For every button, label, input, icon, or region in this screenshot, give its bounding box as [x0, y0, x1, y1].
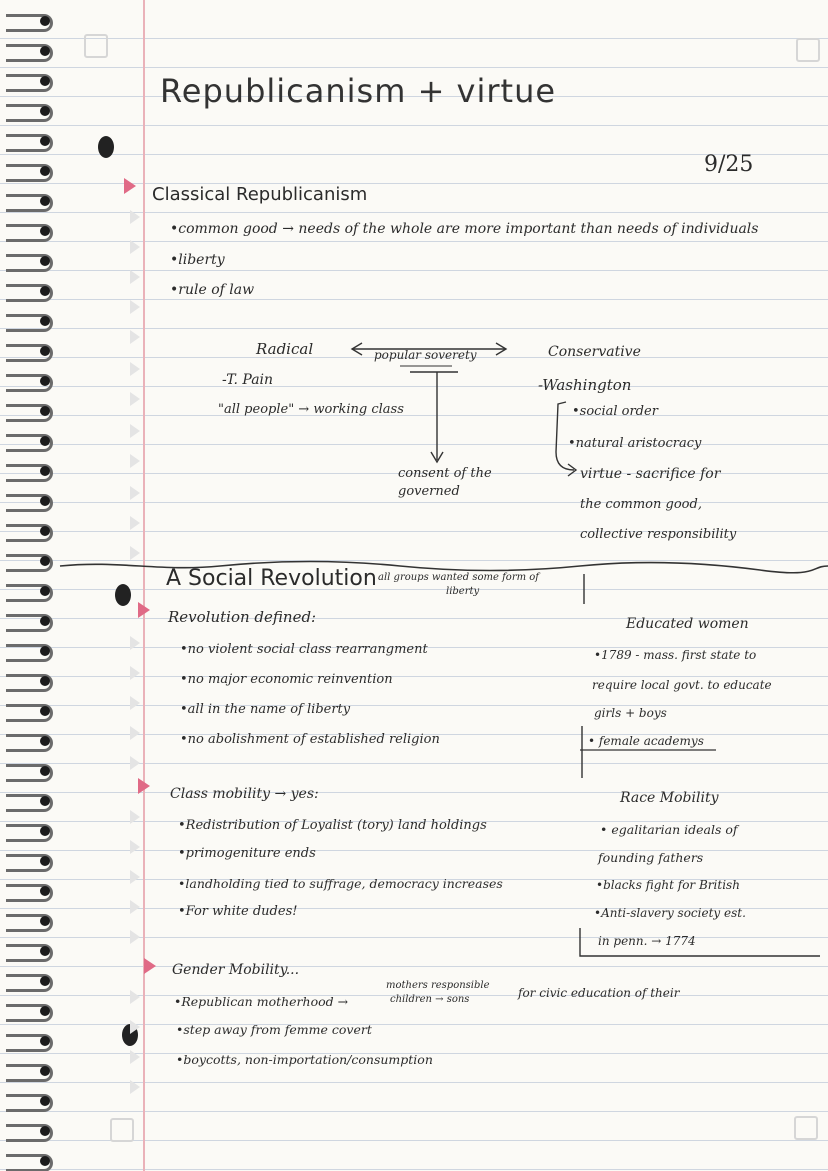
defined-item: •no abolishment of established religion: [180, 732, 440, 747]
spiral-hole: [40, 556, 50, 566]
corner-marker-icon: [796, 38, 820, 62]
spiral-hole: [40, 316, 50, 326]
toggle-triangle-icon: [130, 300, 140, 314]
spiral-hole: [40, 46, 50, 56]
punch-hole: [115, 584, 131, 606]
date: 9/25: [704, 152, 754, 177]
race-heading: Race Mobility: [620, 790, 719, 806]
spiral-hole: [40, 1096, 50, 1106]
margin-line: [143, 0, 145, 1171]
spiral-hole: [40, 76, 50, 86]
toggle-triangle-icon: [130, 666, 140, 680]
corner-marker-icon: [794, 1116, 818, 1140]
page-title: Republicanism + virtue: [160, 72, 557, 110]
toggle-triangle-icon: [130, 516, 140, 530]
popular-sovereignty-label: popular soverety: [374, 348, 477, 362]
spiral-hole: [40, 196, 50, 206]
educated-heading: Educated women: [626, 616, 749, 632]
spiral-hole: [40, 466, 50, 476]
spiral-hole: [40, 496, 50, 506]
toggle-triangle-icon: [130, 636, 140, 650]
consent-line: governed: [398, 484, 460, 499]
social-heading: A Social Revolution: [166, 566, 377, 591]
spiral-hole: [40, 346, 50, 356]
toggle-triangle-icon: [130, 240, 140, 254]
spiral-hole: [40, 256, 50, 266]
defined-item: •no violent social class rearrangment: [180, 642, 428, 657]
race-line: founding fathers: [598, 850, 704, 865]
gender-note: children → sons: [390, 994, 470, 1005]
gender-heading: Gender Mobility...: [172, 962, 300, 978]
spiral-hole: [40, 286, 50, 296]
section-triangle-icon: [124, 178, 136, 194]
spiral-hole: [40, 916, 50, 926]
toggle-triangle-icon: [130, 362, 140, 376]
spiral-binding: [0, 0, 70, 1171]
spiral-hole: [40, 586, 50, 596]
toggle-triangle-icon: [130, 546, 140, 560]
class-item: •Redistribution of Loyalist (tory) land holdings: [178, 818, 487, 833]
educated-line: require local govt. to educate: [592, 678, 772, 692]
spiral-hole: [40, 1066, 50, 1076]
toggle-triangle-icon: [130, 990, 140, 1004]
toggle-triangle-icon: [130, 270, 140, 284]
gender-note: mothers responsible: [386, 980, 490, 991]
radical-item: "all people" → working class: [218, 402, 404, 417]
toggle-triangle-icon: [130, 392, 140, 406]
spiral-hole: [40, 736, 50, 746]
educated-line: • female academys: [588, 734, 704, 748]
toggle-triangle-icon: [130, 1050, 140, 1064]
spiral-hole: [40, 1006, 50, 1016]
section-triangle-icon: [138, 602, 150, 618]
spiral-hole: [40, 106, 50, 116]
defined-item: •no major economic reinvention: [180, 672, 393, 687]
spiral-hole: [40, 376, 50, 386]
toggle-triangle-icon: [130, 1080, 140, 1094]
class-item: •landholding tied to suffrage, democracy increases: [178, 876, 503, 891]
social-note: all groups wanted some form of: [378, 572, 539, 583]
consent-line: consent of the: [398, 466, 492, 481]
spiral-hole: [40, 136, 50, 146]
radical-item: -T. Pain: [222, 372, 274, 388]
spiral-hole: [40, 166, 50, 176]
gender-item-cont: for civic education of their: [518, 986, 680, 1000]
spiral-hole: [40, 706, 50, 716]
spiral-hole: [40, 946, 50, 956]
spiral-hole: [40, 976, 50, 986]
conservative-item: •natural aristocracy: [568, 436, 702, 451]
spiral-hole: [40, 826, 50, 836]
toggle-triangle-icon: [130, 330, 140, 344]
class-heading: Class mobility → yes:: [170, 786, 319, 802]
toggle-triangle-icon: [130, 210, 140, 224]
spiral-hole: [40, 16, 50, 26]
spiral-hole: [40, 676, 50, 686]
spiral-hole: [40, 1156, 50, 1166]
spiral-hole: [40, 766, 50, 776]
spiral-hole: [40, 226, 50, 236]
toggle-triangle-icon: [130, 454, 140, 468]
corner-marker-icon: [110, 1118, 134, 1142]
classical-bullet: •common good → needs of the whole are more important than needs of individuals: [170, 221, 759, 237]
toggle-triangle-icon: [130, 810, 140, 824]
race-line: • egalitarian ideals of: [600, 822, 738, 837]
spiral-hole: [40, 646, 50, 656]
section-triangle-icon: [144, 958, 156, 974]
race-line: in penn. → 1774: [598, 934, 696, 948]
defined-heading: Revolution defined:: [168, 608, 317, 626]
section-triangle-icon: [138, 778, 150, 794]
spiral-hole: [40, 1036, 50, 1046]
spiral-hole: [40, 406, 50, 416]
radical-label: Radical: [256, 340, 314, 358]
toggle-triangle-icon: [130, 900, 140, 914]
toggle-triangle-icon: [130, 424, 140, 438]
spiral-hole: [40, 616, 50, 626]
toggle-triangle-icon: [130, 870, 140, 884]
virtue-line: collective responsibility: [580, 527, 737, 542]
defined-item: •all in the name of liberty: [180, 702, 351, 717]
spiral-hole: [40, 1126, 50, 1136]
toggle-triangle-icon: [130, 756, 140, 770]
spiral-hole: [40, 436, 50, 446]
spiral-hole: [40, 796, 50, 806]
race-line: •Anti-slavery society est.: [594, 906, 746, 920]
spiral-hole: [40, 526, 50, 536]
toggle-triangle-icon: [130, 696, 140, 710]
punch-hole: [98, 136, 114, 158]
corner-marker-icon: [84, 34, 108, 58]
classical-heading: Classical Republicanism: [152, 184, 368, 205]
virtue-line: the common good,: [580, 497, 702, 512]
classical-bullet: •liberty: [170, 252, 225, 268]
toggle-triangle-icon: [130, 1020, 140, 1034]
classical-bullet: •rule of law: [170, 282, 255, 298]
educated-line: •1789 - mass. first state to: [594, 648, 757, 662]
toggle-triangle-icon: [130, 486, 140, 500]
gender-item: •Republican motherhood →: [174, 994, 349, 1009]
conservative-name: -Washington: [538, 376, 632, 394]
spiral-hole: [40, 856, 50, 866]
race-line: •blacks fight for British: [596, 878, 740, 892]
class-item: •For white dudes!: [178, 904, 298, 919]
toggle-triangle-icon: [130, 840, 140, 854]
toggle-triangle-icon: [130, 930, 140, 944]
class-item: •primogeniture ends: [178, 846, 316, 861]
virtue-line: virtue - sacrifice for: [580, 466, 721, 482]
gender-item: •boycotts, non-importation/consumption: [176, 1052, 433, 1067]
spiral-hole: [40, 886, 50, 896]
social-note: liberty: [446, 586, 480, 597]
conservative-label: Conservative: [548, 344, 641, 360]
conservative-item: •social order: [572, 404, 658, 419]
gender-item: •step away from femme covert: [176, 1022, 372, 1037]
toggle-triangle-icon: [130, 726, 140, 740]
educated-line: girls + boys: [594, 706, 667, 720]
